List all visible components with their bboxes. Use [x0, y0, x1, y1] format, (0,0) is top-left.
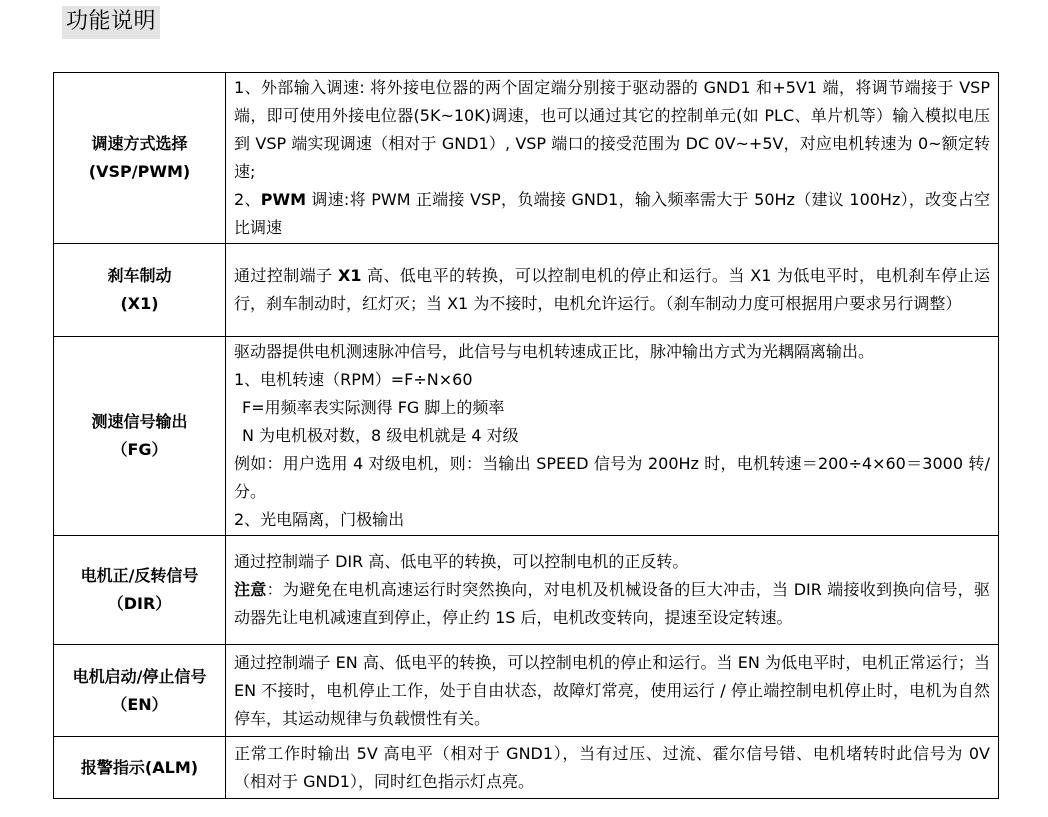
- row-content-dir: [226, 536, 999, 645]
- table-row-alm: [54, 737, 999, 799]
- label-main: 电机正/反转信号: [80, 566, 199, 585]
- content-bold: PWM: [260, 190, 307, 209]
- content-line: F=用频率表实际测得 FG 脚上的频率: [242, 398, 505, 417]
- content-line: 1、电机转速（RPM）=F÷N×60: [234, 370, 473, 389]
- content-bold: X1: [338, 266, 362, 285]
- content-text: 调速:将 PWM 正端接 VSP，负端接 GND1，输入频率需大于 50Hz（建议 100Hz），改变占空比调速: [234, 190, 990, 237]
- row-content-fg: [226, 337, 999, 536]
- table-row-en: [54, 645, 999, 737]
- content-line: N 为电机极对数，8 级电机就是 4 对级: [242, 426, 519, 445]
- content-text: 通过控制端子: [234, 266, 339, 285]
- content-line: [234, 186, 990, 242]
- content-text: 2、: [234, 190, 261, 209]
- row-label-brake: [54, 244, 226, 337]
- table-row-dir: [54, 536, 999, 645]
- row-content-en: 通过控制端子 EN 高、低电平的转换，可以控制电机的停止和运行。当 EN 为低电平时，电机正常运行；当 EN 不接时，电机停止工作，处于自由状态，故障灯常亮，使用运行 / 停止端控制电机停止时，电机为自然停车，其运动规律与负载惯性有关。: [226, 645, 999, 737]
- content-text: 高、低电平的转换，可以控制电机的停止和运行。当 X1 为低电平时，电机刹车停止运行，刹车制动时，红灯灭；当 X1 为不接时，电机允许运行。（刹车制动力度可根据用户要求另行调整）: [234, 266, 990, 313]
- label-main: 刹车制动: [107, 266, 172, 285]
- content-line: 驱动器提供电机测速脉冲信号，此信号与电机转速成正比，脉冲输出方式为光耦隔离输出。: [234, 342, 875, 361]
- row-label-speed-mode: [54, 73, 226, 244]
- table-row-fg: [54, 337, 999, 536]
- label-main: 电机启动/停止信号（EN）: [72, 666, 207, 714]
- label-main: 报警指示(ALM): [80, 757, 199, 777]
- row-label-fg: [54, 337, 226, 536]
- label-sub: (X1): [120, 294, 159, 313]
- table-row-brake: [54, 244, 999, 337]
- label-main: 调速方式选择: [91, 134, 188, 153]
- content-line: 2、光电隔离，门极输出: [234, 510, 405, 529]
- label-sub: （FG）: [111, 440, 168, 459]
- page-title: 功能说明: [62, 6, 160, 39]
- label-sub: (VSP/PWM): [88, 162, 191, 181]
- content-line: 1、外部输入调速: 将外接电位器的两个固定端分别接于驱动器的 GND1 和+5V1 端，将调节端接于 VSP 端，即可使用外接电位器(5K~10K)调速，也可以通过其它的控制单元(如 PLC、单片机等）输入模拟电压到 VSP 端实现调速（相对于 GND1）, VSP 端口的接受范围为 DC 0V~+5V，对应电机转速为 0~额定转速;: [234, 78, 990, 181]
- row-label-dir: [54, 536, 226, 645]
- content-text: ：为避免在电机高速运行时突然换向，对电机及机械设备的巨大冲击，当 DIR 端接收到换向信号，驱动器先让电机减速直到停止，停止约 1S 后，电机改变转向，提速至设定转速。: [234, 580, 990, 627]
- content-bold: 注意: [234, 580, 267, 599]
- row-content-speed-mode: [226, 73, 999, 244]
- function-table: [53, 72, 999, 799]
- content-line: 通过控制端子 DIR 高、低电平的转换，可以控制电机的正反转。: [234, 552, 689, 571]
- label-sub: （DIR）: [107, 594, 172, 613]
- label-main: 测速信号输出: [91, 412, 188, 431]
- row-label-en: [54, 645, 226, 737]
- table-row-speed-mode: [54, 73, 999, 244]
- content-line: 例如：用户选用 4 对级电机，则：当输出 SPEED 信号为 200Hz 时，电机转速＝200÷4×60＝3000 转/分。: [234, 454, 990, 501]
- row-label-alm: [54, 737, 226, 799]
- content-line: [234, 576, 990, 632]
- row-content-alm: 正常工作时输出 5V 高电平（相对于 GND1），当有过压、过流、霍尔信号错、电机堵转时此信号为 0V（相对于 GND1），同时红色指示灯点亮。: [226, 737, 999, 799]
- row-content-brake: [226, 244, 999, 337]
